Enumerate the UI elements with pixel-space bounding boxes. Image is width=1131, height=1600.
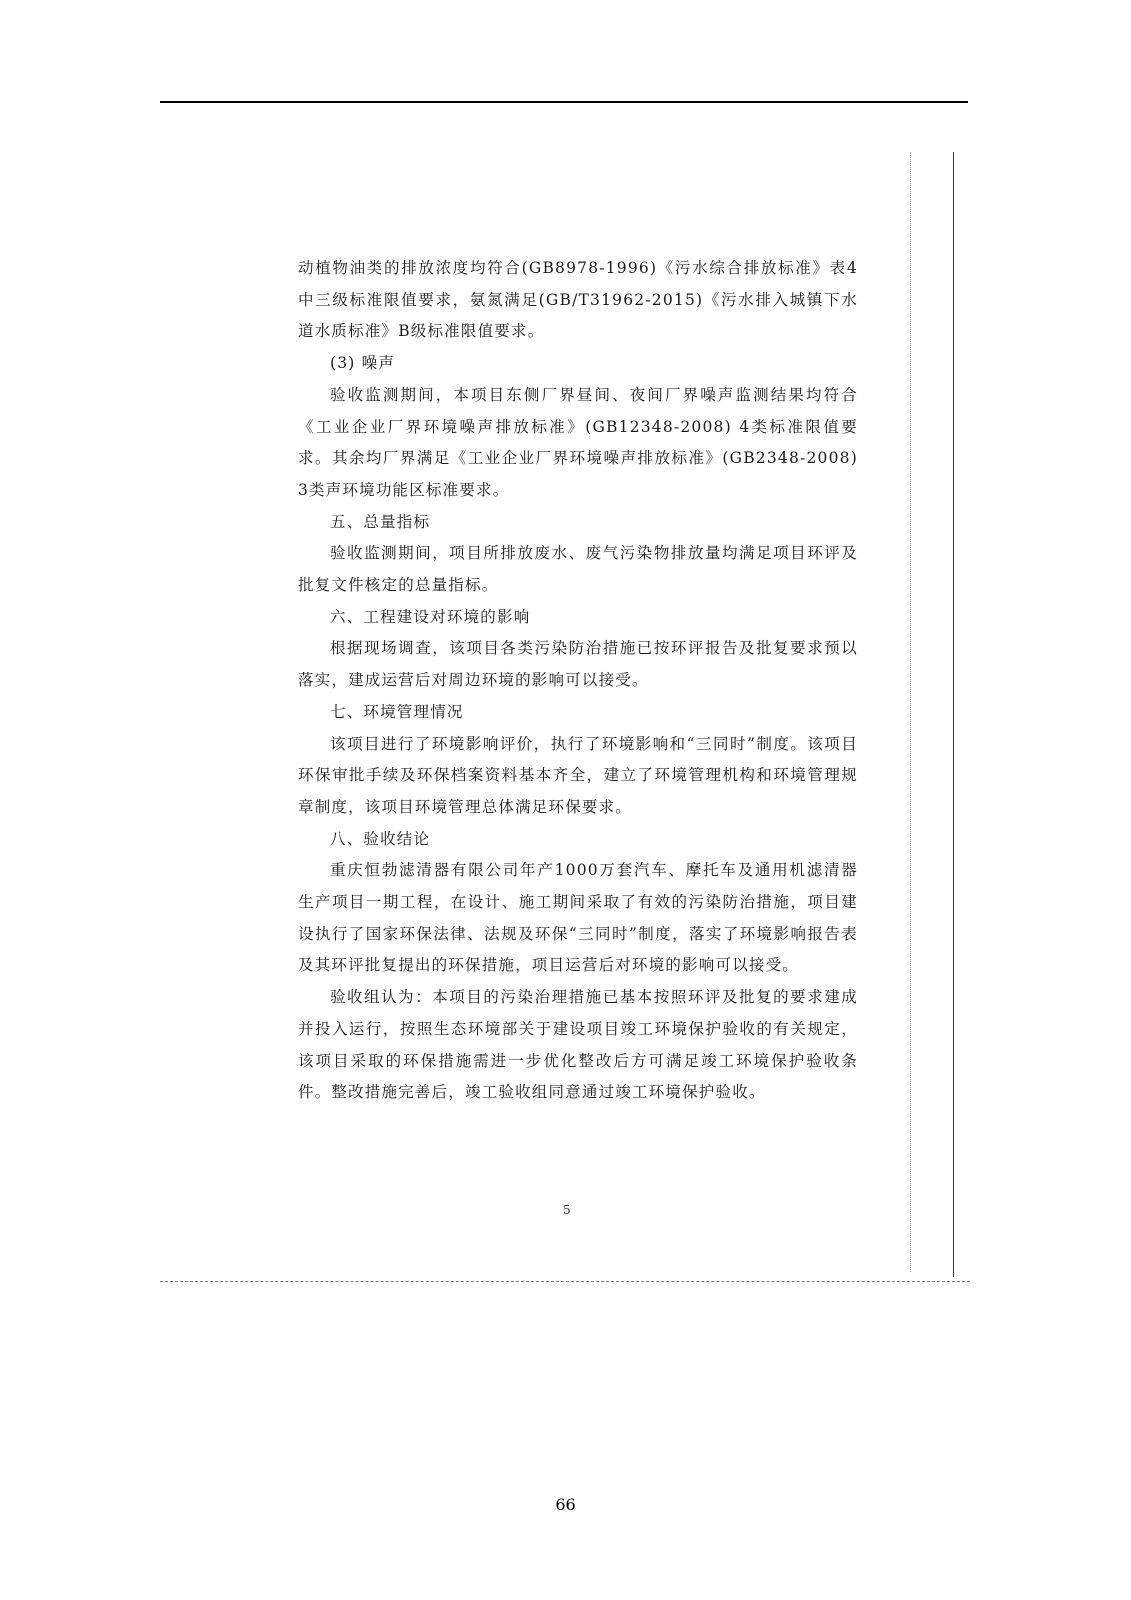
heading-acceptance-conclusion: 八、验收结论 [330,829,431,848]
paragraph-environmental-impact: 根据现场调查，该项目各类污染防治措施已按环评报告及批复要求预以落实，建成运营后对周边环境的影响可以接受。 [298,639,858,690]
paragraph-noise: 验收监测期间，本项目东侧厂界昼间、夜间厂界噪声监测结果均符合《工业企业厂界环境噪声排放标准》(GB12348-2008) 4类标准限值要求。其余均厂界满足《工业企业厂界环境噪声排放标准》(GB2348-2008) 3类声环境功能区标准要求。 [298,385,858,499]
scan-edge-dotted [910,152,911,1272]
heading-noise: (3) 噪声 [330,354,396,373]
heading-total-indicators: 五、总量指标 [330,512,431,531]
inner-page-number: 5 [563,1203,571,1217]
paragraph-total-indicators: 验收监测期间，项目所排放废水、废气污染物排放量均满足项目环评及批复文件核定的总量指标。 [298,544,858,595]
page-number: 66 [555,1495,576,1514]
heading-environmental-management: 七、环境管理情况 [330,702,464,721]
scan-edge-line [953,152,954,1277]
scan-bottom-edge [160,1281,970,1282]
paragraph-environmental-management: 该项目进行了环境影响评价，执行了环境影响和“三同时”制度。该项目环保审批手续及环保档案资料基本齐全，建立了环境管理机构和环境管理规章制度，该项目环境管理总体满足环保要求。 [298,734,858,816]
document-body [298,253,858,1109]
header-rule [160,101,968,103]
paragraph-acceptance-conclusion: 重庆恒勃滤清器有限公司年产1000万套汽车、摩托车及通用机滤清器生产项目一期工程，在设计、施工期间采取了有效的污染防治措施，项目建设执行了国家环保法律、法规及环保“三同时”制度，落实了环境影响报告表及其环评批复提出的环保措施，项目运营后对环境的影响可以接受。 [298,861,858,975]
paragraph-acceptance-group-opinion: 验收组认为：本项目的污染治理措施已基本按照环评及批复的要求建成并投入运行，按照生态环境部关于建设项目竣工环境保护验收的有关规定，该项目采取的环保措施需进一步优化整改后方可满足竣工环境保护验收条件。整改措施完善后，竣工验收组同意通过竣工环境保护验收。 [298,988,858,1102]
heading-environmental-impact: 六、工程建设对环境的影响 [330,607,531,626]
paragraph-water-standards: 动植物油类的排放浓度均符合(GB8978-1996)《污水综合排放标准》表4中三级标准限值要求，氨氮满足(GB/T31962-2015)《污水排入城镇下水道水质标准》B级标准限值要求。 [298,259,858,341]
